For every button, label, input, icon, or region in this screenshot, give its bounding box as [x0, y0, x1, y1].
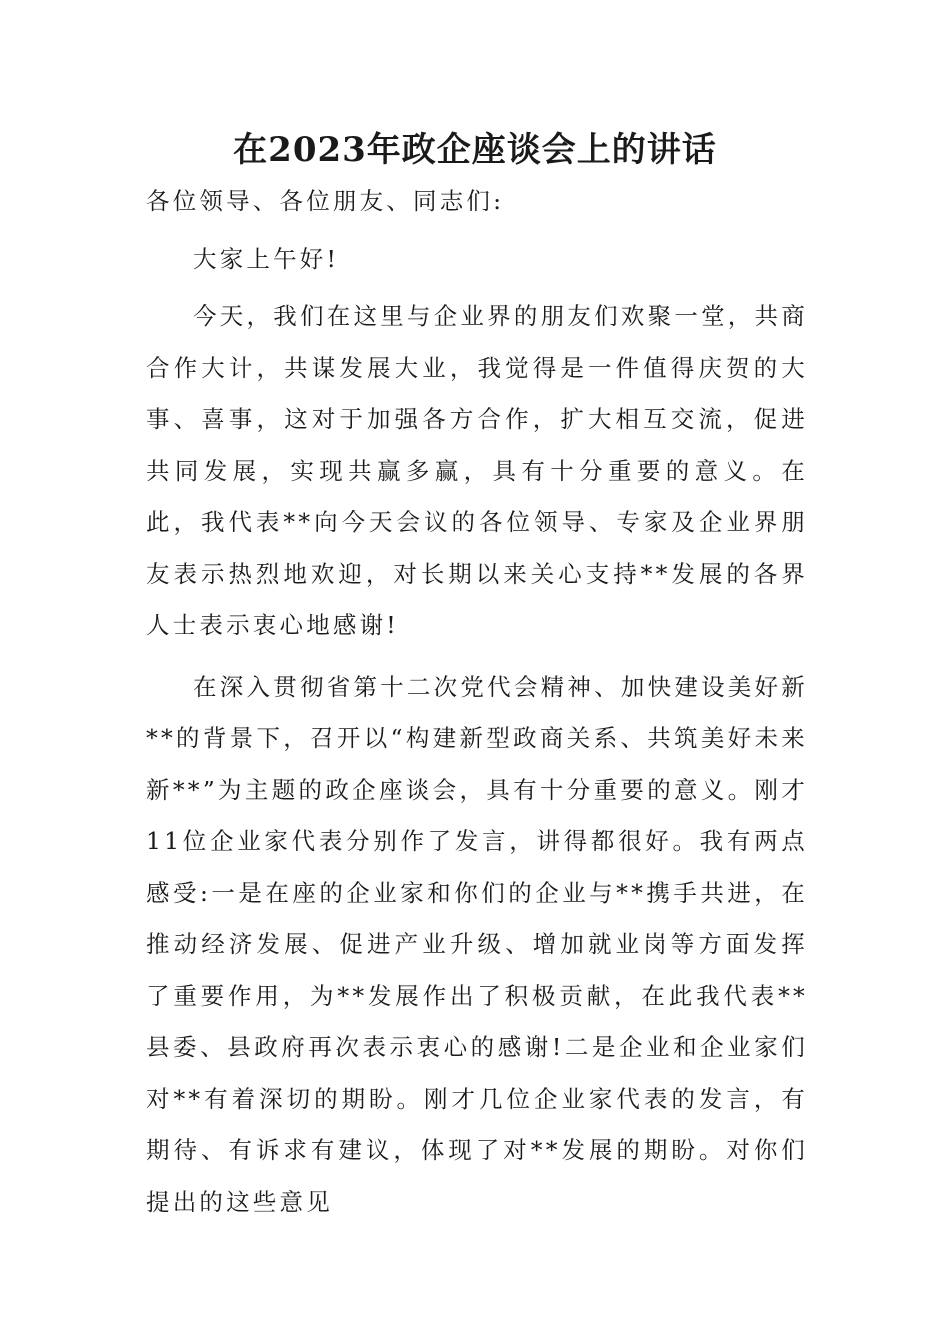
greeting: 大家上午好! — [193, 244, 340, 273]
paragraph-1: 今天，我们在这里与企业界的朋友们欢聚一堂，共商合作大计，共谋发展大业，我觉得是一件值得庆贺的大事、喜事，这对于加强各方合作，扩大相互交流，促进共同发展，实现共赢多赢，具有十分重要的意义。在此，我代表**向今天会议的各位领导、专家及企业界朋友表示热烈地欢迎，对长期以来关心支持**发展的各界人士表示衷心地感谢! — [146, 302, 808, 639]
paragraph-2: 在深入贯彻省第十二次党代会精神、加快建设美好新**的背景下，召开以“构建新型政商关系、共筑美好未来新**”为主题的政企座谈会，具有十分重要的意义。刚才11位企业家代表分别作了发言，讲得都很好。我有两点感受:一是在座的企业家和你们的企业与**携手共进，在推动经济发展、促进产业升级、增加就业岗等方面发挥了重要作用，为**发展作出了积极贡献，在此我代表**县委、县政府再次表示衷心的感谢!二是企业和企业家们对**有着深切的期盼。刚才几位企业家代表的发言，有期待、有诉求有建议，体现了对**发展的期盼。对你们提出的这些意见 — [146, 672, 808, 1216]
document-title: 在2023年政企座谈会上的讲话 — [233, 130, 717, 170]
salutation: 各位领导、各位朋友、同志们: — [146, 187, 505, 215]
document-body — [146, 176, 808, 1228]
